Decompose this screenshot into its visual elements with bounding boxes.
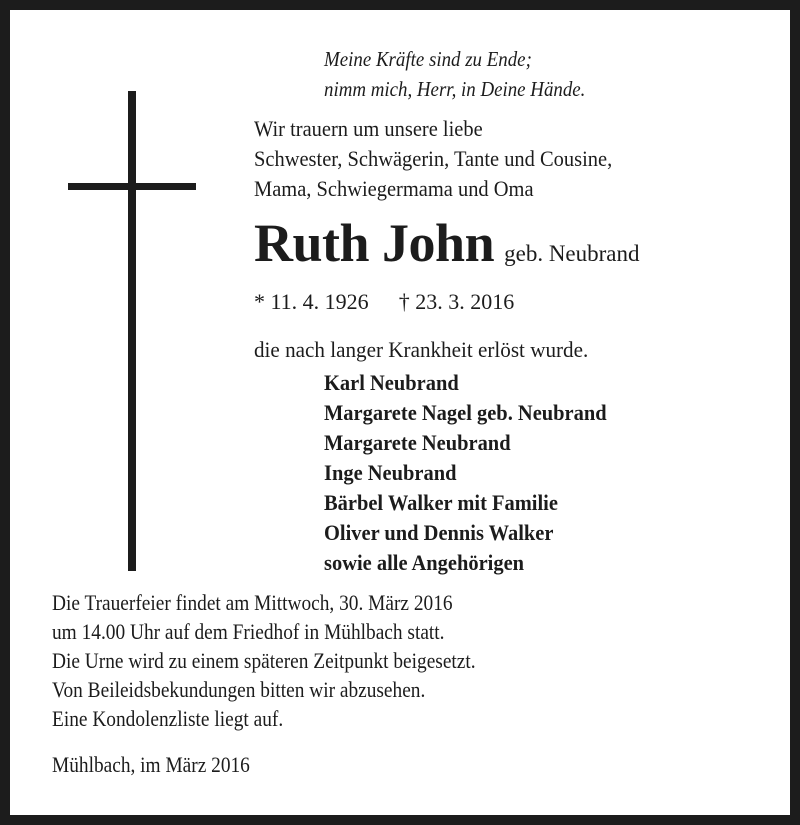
mourner: Karl Neubrand bbox=[324, 370, 459, 395]
intro-line: Wir trauern um unsere liebe bbox=[254, 116, 483, 141]
mourner: Oliver und Dennis Walker bbox=[324, 520, 554, 545]
mourner: Inge Neubrand bbox=[324, 460, 457, 485]
maiden-name: geb. Neubrand bbox=[504, 241, 640, 266]
intro-text bbox=[254, 114, 612, 204]
funeral-info bbox=[52, 588, 476, 733]
cross-horizontal-bar bbox=[68, 183, 196, 190]
funeral-line: um 14.00 Uhr auf dem Friedhof in Mühlbach statt. bbox=[52, 619, 445, 644]
obituary-notice bbox=[10, 10, 790, 815]
intro-line: Mama, Schwiegermama und Oma bbox=[254, 176, 534, 201]
mourner: sowie alle Angehörigen bbox=[324, 550, 525, 575]
funeral-line: Von Beileidsbekundungen bitten wir abzusehen. bbox=[52, 677, 426, 702]
funeral-line: Eine Kondolenzliste liegt auf. bbox=[52, 706, 284, 731]
deceased-name-line bbox=[254, 213, 640, 284]
motto-line: nimm mich, Herr, in Deine Hände. bbox=[324, 77, 586, 101]
place-date: Mühlbach, im März 2016 bbox=[52, 752, 250, 777]
mourner: Bärbel Walker mit Familie bbox=[324, 490, 558, 515]
mourner: Margarete Nagel geb. Neubrand bbox=[324, 400, 607, 425]
birth-date: * 11. 4. 1926 bbox=[254, 289, 369, 314]
deceased-name: Ruth John bbox=[254, 213, 495, 273]
motto-line: Meine Kräfte sind zu Ende; bbox=[324, 47, 532, 71]
funeral-line: Die Urne wird zu einem späteren Zeitpunkt beigesetzt. bbox=[52, 648, 476, 673]
intro-line: Schwester, Schwägerin, Tante und Cousine, bbox=[254, 146, 613, 171]
death-date: † 23. 3. 2016 bbox=[398, 289, 515, 314]
released-text: die nach langer Krankheit erlöst wurde. bbox=[254, 337, 589, 362]
mourners-list bbox=[324, 368, 607, 578]
cross-vertical-bar bbox=[128, 91, 136, 571]
life-dates bbox=[254, 287, 514, 317]
motto-verse bbox=[324, 44, 585, 104]
mourner: Margarete Neubrand bbox=[324, 430, 511, 455]
funeral-line: Die Trauerfeier findet am Mittwoch, 30. März 2016 bbox=[52, 590, 453, 615]
